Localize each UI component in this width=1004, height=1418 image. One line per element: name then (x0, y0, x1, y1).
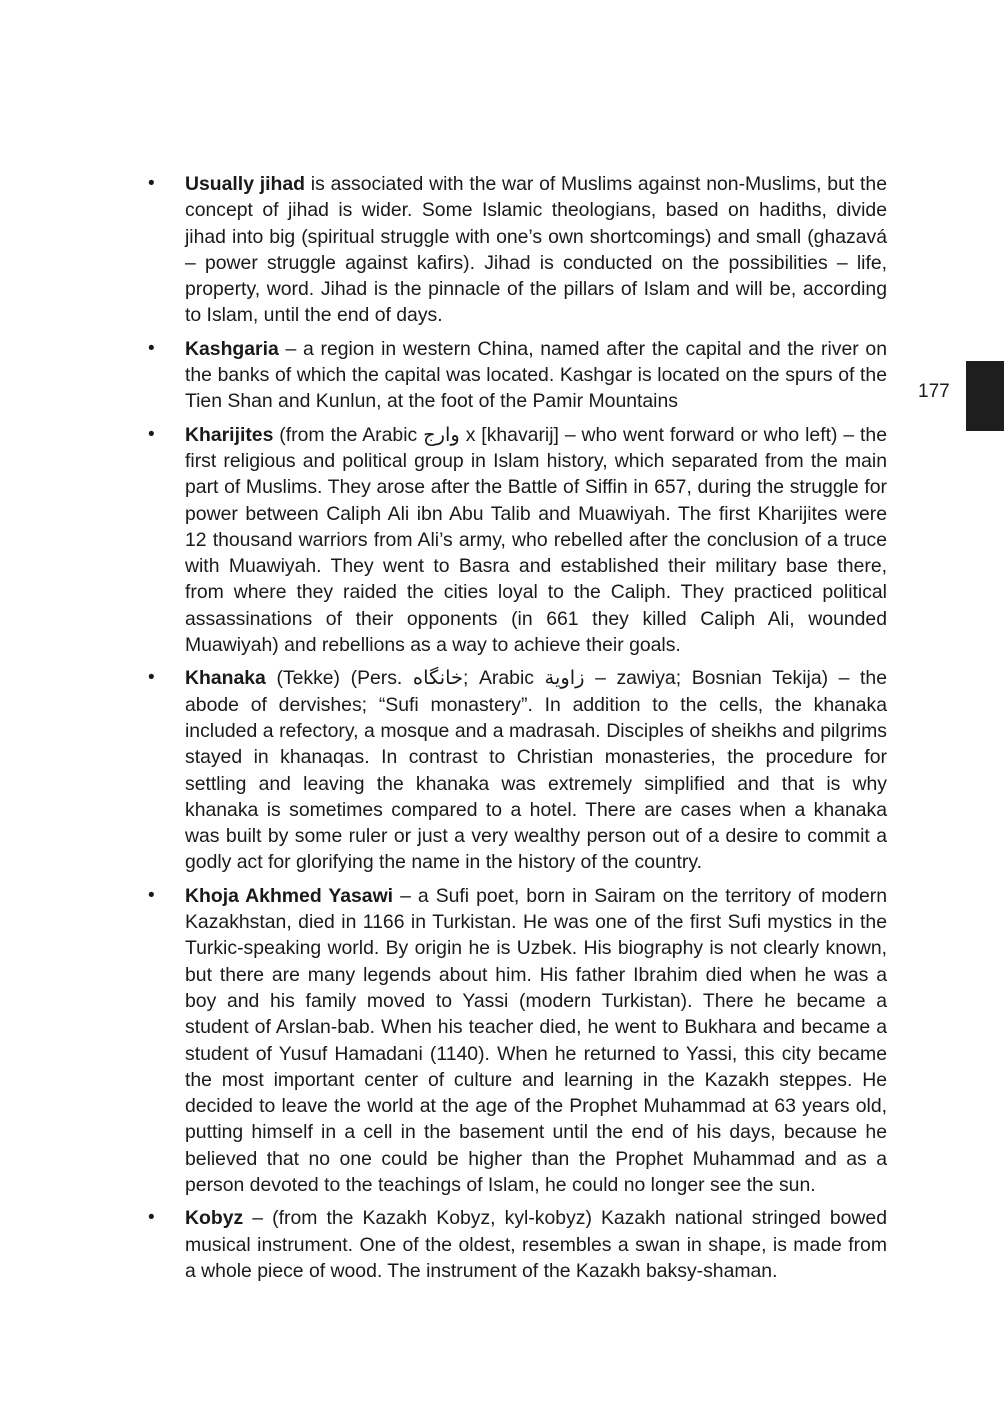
glossary-term: Kashgaria (185, 337, 279, 360)
glossary-definition: – a Sufi poet, born in Sairam on the territory of modern Kazakhstan, died in 1166 in Turkistan. He was one of the first Sufi mystics in the Turkic-speaking world. By origin he is Uzbek. His biography is not clearly known, but there are many legends about him. His father Ibrahim died when he was a boy and his family moved to Yassi (modern Turkistan). There he became a student of Arslan-bab. When his teacher died, he went to Bukhara and became a student of Yusuf Hamadani (1140). When he returned to Yassi, this city became the most important center of culture and learning in the Kazakh steppes. He decided to leave the world at the age of the Prophet Muhammad at 63 years old, putting himself in a cell in the basement until the end of his days, because he believed that no one could be higher than the Prophet Muhammad and as a person devoted to the teachings of Islam, he could no longer see the sun. (185, 884, 887, 1196)
glossary-entry-kashgaria (145, 336, 887, 415)
bullet-icon: • (148, 173, 155, 194)
bullet-icon: • (148, 337, 155, 359)
bullet-icon: • (148, 884, 155, 906)
glossary-definition: – a region in western China, named after the capital and the river on the banks of which the capital was located. Kashgar is located on the spurs of the Tien Shan and Kunlun, at the foot of the Pamir Mountains (185, 337, 887, 413)
glossary-definition: – (from the Kazakh Kobyz, kyl-kobyz) Kazakh national stringed bowed musical instrument. One of the oldest, resembles a swan in shape, is made from a whole piece of wood. The instrument of the Kazakh baksy-shaman. (185, 1207, 887, 1282)
bullet-icon: • (148, 423, 155, 445)
glossary-entry-usually-jihad (145, 171, 887, 329)
page-number: 177 (918, 381, 950, 402)
glossary-term: Usually jihad (185, 173, 306, 195)
chapter-thumb-tab (966, 361, 1004, 431)
glossary-term: Khanaka (185, 667, 266, 690)
glossary-definition: (from the Arabic وارج x [khavarij] – who went forward or who left) – the first religious and political group in Islam history, which separated from the main part of Muslims. They arose after the Battle of Siffin in 657, during the struggle for power between Caliph Ali ibn Abu Talib and Muawiyah. The first Kharijites were 12 thousand warriors from Ali’s army, who rebelled after the conclusion of a truce with Muawiyah. They went to Basra and established their military base there, from where they raided the cities loyal to the Caliph. They practiced political assassinations of their opponents (in 661 they killed Caliph Ali, wounded Muawiyah) and rebellions as a way to achieve their goals. (185, 423, 887, 657)
glossary-term: Kobyz (185, 1207, 244, 1230)
glossary-definition: is associated with the war of Muslims against non-Muslims, but the concept of jihad is wider. Some Islamic theologians, based on hadiths, divide jihad into big (spiritual struggle with one’s own shortcomings) and small (ghazavá – power struggle against kafirs). Jihad is conducted on the possibilities – life, property, word. Jihad is the pinnacle of the pillars of Islam and will be, according to Islam, until the end of days. (185, 173, 887, 327)
glossary-term: Kharijites (185, 423, 274, 446)
bullet-icon: • (148, 667, 155, 689)
glossary-entry-khanaka (145, 665, 887, 875)
glossary-entry-kobyz (145, 1205, 887, 1284)
glossary-term: Khoja Akhmed Yasawi (185, 884, 394, 907)
glossary-entry-kharijites (145, 422, 887, 659)
glossary-list (145, 171, 887, 1291)
bullet-icon: • (148, 1207, 155, 1229)
glossary-definition: (Tekke) (Pers. خانگاه; Arabic زاوية – zawiya; Bosnian Tekija) – the abode of dervishes; “Sufi monastery”. In addition to the cells, the khanaka included a refectory, a mosque and a madrasah. Disciples of sheikhs and pilgrims stayed in khanaqas. In contrast to Christian monasteries, the procedure for settling and leaving the khanaka was extremely simplified and that is why khanaka is sometimes compared to a hotel. There are cases when a khanaka was built by some ruler or just a very wealthy person out of a desire to commit a godly act for glorifying the name in the history of the country. (185, 667, 887, 874)
glossary-entry-khoja-akhmed-yasawi (145, 883, 887, 1199)
